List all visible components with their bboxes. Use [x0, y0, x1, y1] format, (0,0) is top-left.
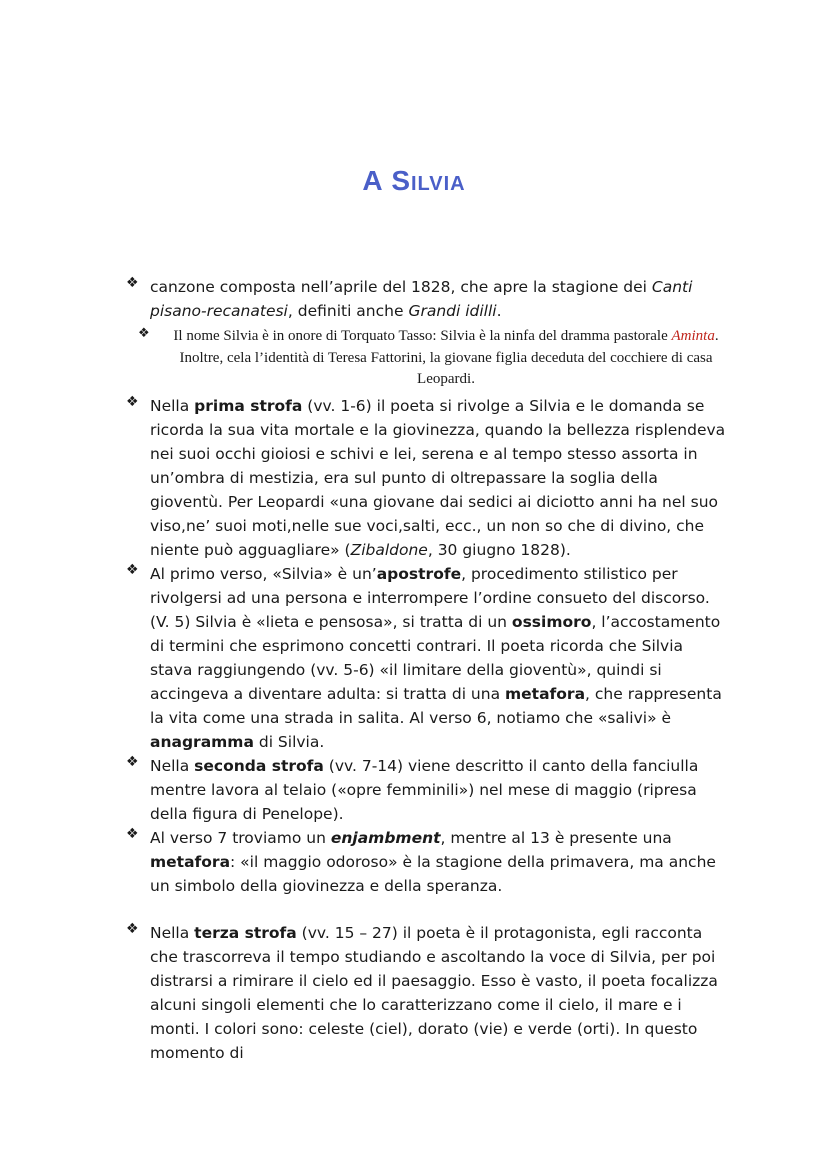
list-item: [126, 826, 730, 898]
list-item: [126, 921, 730, 1065]
diamond-bullet-icon: ❖: [126, 393, 139, 410]
diamond-bullet-icon: ❖: [126, 275, 139, 291]
diamond-bullet-icon: ❖: [138, 326, 150, 341]
list-item: [126, 275, 730, 323]
item-text: Nella terza strofa (vv. 15 – 27) il poeta è il protagonista, egli racconta che trascorreva il tempo studiando e ascoltando la voce di Silvia, per poi distrarsi a rimirare il cielo ed il paesaggio. Esso è vasto, il poeta focalizza alcuni singoli elementi che lo caratterizzano come il cielo, il mare e i monti. I colori sono: celeste (ciel), dorato (vie) e verde (orti). In questo momento di: [150, 924, 718, 1062]
item-text: Al verso 7 troviamo un enjambment, mentre al 13 è presente una metafora: «il maggio odoroso» è la stagione della primavera, ma anche un simbolo della giovinezza e della speranza.: [150, 828, 716, 895]
item-text: Nella seconda strofa (vv. 7-14) viene descritto il canto della fanciulla mentre lavora al telaio («opre femminili») nel mese di maggio (ripresa della figura di Penelope).: [150, 756, 699, 823]
list-item-note: [138, 326, 730, 391]
item-text: Al primo verso, «Silvia» è un’apostrofe, procedimento stilistico per rivolgersi ad una persona e interrompere l’ordine consueto del discorso. (V. 5) Silvia è «lieta e pensosa», si tratta di un ossimoro, l’accostamento di termini che esprimono concetti contrari. Il poeta ricorda che Silvia stava raggiungendo (vv. 5-6) «il limitare della gioventù», quindi si accingeva a diventare adulta: si tratta di una metafora, che rappresenta la vita come una strada in salita. Al verso 6, notiamo che «salivi» è anagramma di Silvia.: [150, 564, 722, 751]
list-item: [126, 754, 730, 826]
item-text: Nella prima strofa (vv. 1-6) il poeta si rivolge a Silvia e le domanda se ricorda la sua vita mortale e la giovinezza, quando la bellezza risplendeva nei suoi occhi gioiosi e schivi e lei, serena e al tempo stesso assorta in un’ombra di mestizia, era sul punto di oltrepassare la soglia della gioventù. Per Leopardi «una giovane dai sedici ai diciotto anni ha nel suo viso,ne’ suoi moti,nelle sue voci,salti, ecc., un non so che di divino, che niente può agguagliare» (Zibaldone, 30 giugno 1828).: [150, 396, 726, 559]
item-text: canzone composta nell’aprile del 1828, che apre la stagione dei Canti pisano-recanatesi, definiti anche Grandi idilli.: [150, 278, 693, 320]
diamond-bullet-icon: ❖: [126, 825, 139, 842]
item-text: Il nome Silvia è in onore di Torquato Tasso: Silvia è la ninfa del dramma pastorale Aminta. Inoltre, cela l’identità di Teresa Fattorini, la giovane figlia deceduta del cocchiere di casa Leopardi.: [173, 328, 719, 387]
list-item: [126, 562, 730, 754]
page-title: A Silvia: [362, 164, 466, 196]
diamond-bullet-icon: ❖: [126, 753, 139, 770]
diamond-bullet-icon: ❖: [126, 561, 139, 578]
bullet-list: [126, 275, 730, 898]
list-item: [126, 394, 730, 562]
diamond-bullet-icon: ❖: [126, 921, 139, 937]
bullet-list-continued: [126, 921, 730, 1065]
